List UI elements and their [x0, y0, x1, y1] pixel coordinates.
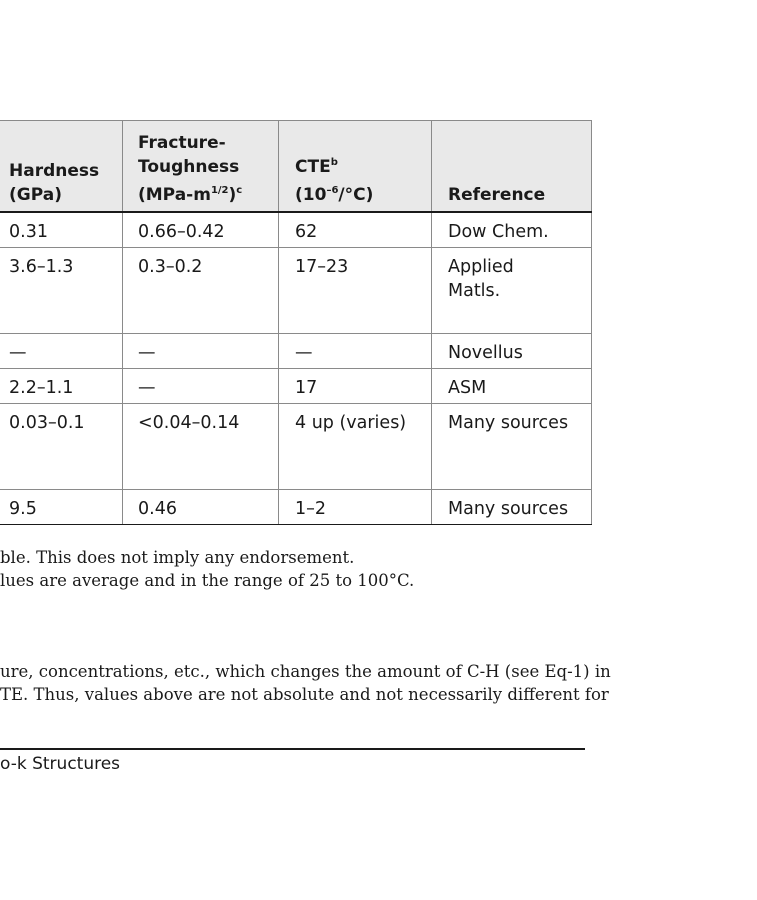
cell-reference: Dow Chem.: [432, 212, 592, 248]
table-row: [0, 212, 592, 248]
cell-fracture: 0.66–0.42: [123, 212, 279, 248]
running-footer: o-k Structures: [0, 754, 121, 774]
header-reference: Reference: [432, 121, 592, 213]
properties-table: [0, 120, 592, 525]
header-hardness: Hardness (GPa): [0, 121, 123, 213]
cell-fracture: —: [123, 334, 279, 369]
footer-rule: [0, 748, 585, 750]
cell-cte: 4 up (varies): [279, 404, 432, 490]
cell-fracture: 0.46: [123, 490, 279, 525]
cell-reference: ASM: [432, 369, 592, 404]
cell-reference: Many sources: [432, 404, 592, 490]
cell-fracture: <0.04–0.14: [123, 404, 279, 490]
table-header-row: [0, 121, 592, 213]
table-row: [0, 248, 592, 334]
cell-fracture: 0.3–0.2: [123, 248, 279, 334]
footnote-line: ble. This does not imply any endorsement.: [0, 548, 355, 567]
footnote-line: lues are average and in the range of 25 to 100°C.: [0, 571, 415, 590]
table-row: [0, 404, 592, 490]
cell-cte: —: [279, 334, 432, 369]
cell-fracture: —: [123, 369, 279, 404]
cell-hardness: 3.6–1.3: [0, 248, 123, 334]
body-text-line: ure, concentrations, etc., which changes the amount of C-H (see Eq-1) in: [0, 662, 611, 681]
table-row: [0, 369, 592, 404]
table-row: [0, 490, 592, 525]
cell-hardness: 0.03–0.1: [0, 404, 123, 490]
cell-cte: 62: [279, 212, 432, 248]
cell-hardness: 2.2–1.1: [0, 369, 123, 404]
cell-cte: 17–23: [279, 248, 432, 334]
table-row: [0, 334, 592, 369]
cell-hardness: —: [0, 334, 123, 369]
cell-reference: Applied Matls.: [432, 248, 592, 334]
cell-hardness: 0.31: [0, 212, 123, 248]
cell-reference: Novellus: [432, 334, 592, 369]
cell-cte: 17: [279, 369, 432, 404]
header-cte: CTE$^b$ $(10^{-6}/^\circ C)$: [279, 121, 432, 213]
body-text-line: TE. Thus, values above are not absolute and not necessarily different for: [0, 685, 609, 704]
cell-cte: 1–2: [279, 490, 432, 525]
cell-hardness: 9.5: [0, 490, 123, 525]
header-fracture-toughness: Fracture- Toughness $(MPa-m^{1/2})^c$: [123, 121, 279, 213]
cell-reference: Many sources: [432, 490, 592, 525]
